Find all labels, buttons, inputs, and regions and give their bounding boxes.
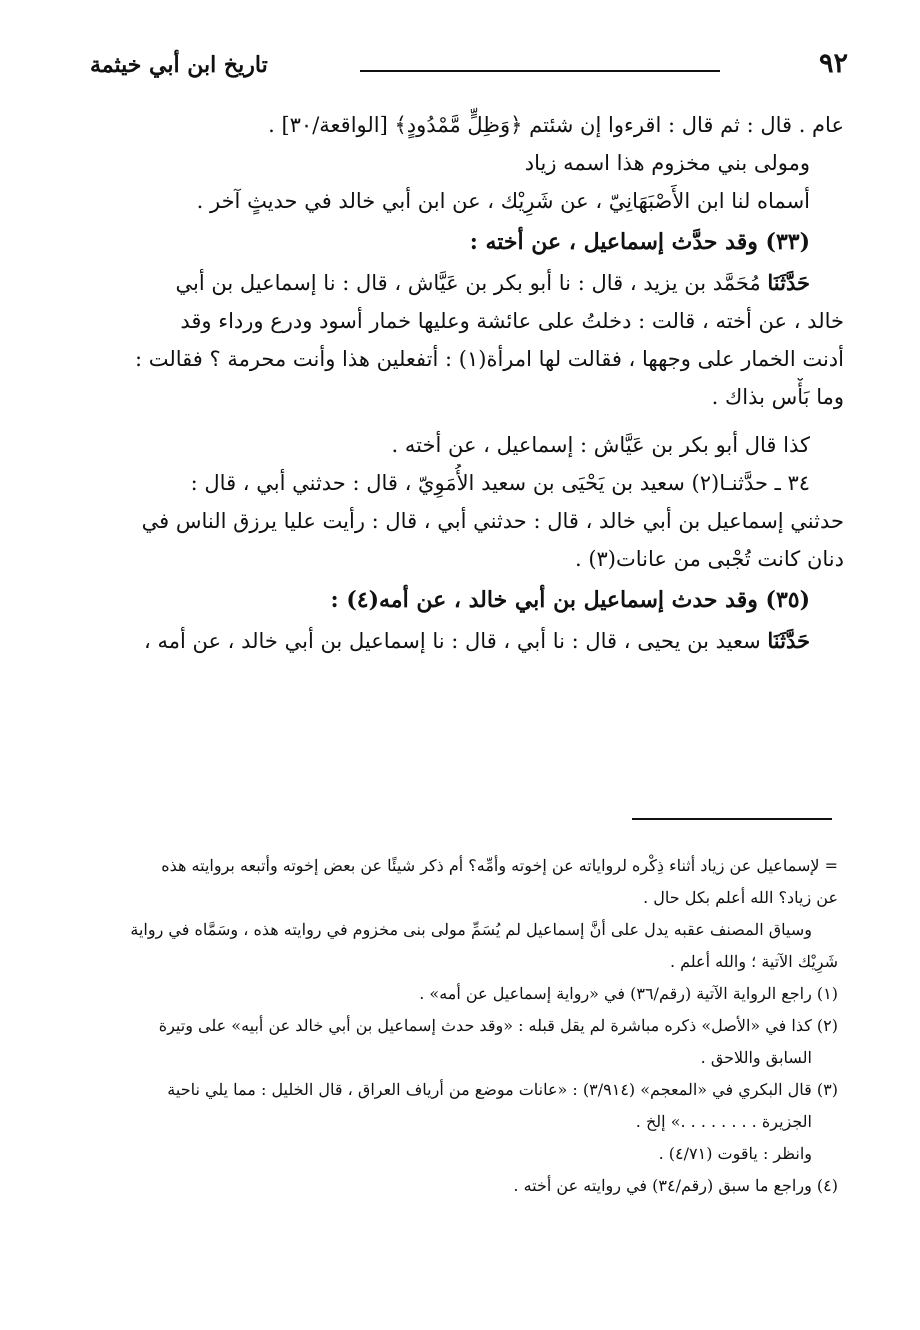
text-line [84, 264, 844, 302]
text-span: مُحَمَّد بن يزيد ، قال : نا أبو بكر بن عَيَّاش ، قال : نا إسماعيل بن أبي [175, 271, 768, 295]
hadith-opening: حَدَّثَنَا [767, 270, 810, 295]
text-line: خالد ، عن أخته ، قالت : دخلتُ على عائشة وعليها خمار أسود ودرع ورداء وقد [180, 309, 844, 333]
text-line: كذا قال أبو بكر بن عَيَّاش : إسماعيل ، عن أخته . [391, 433, 810, 457]
page-number: ٩٢ [818, 48, 848, 79]
text-line: عام . قال : ثم قال : اقرءوا إن شئتم ﴿وَظِلٍّ مَّمْدُودٍ﴾ [الواقعة/٣٠] . [268, 113, 844, 137]
main-text [84, 106, 844, 660]
text-line: دنان كانت تُجْبى من عانات(٣) . [574, 547, 844, 571]
header-rule [360, 70, 720, 72]
footnotes [90, 850, 838, 1202]
text-line: ٣٤ ـ حدَّثنـا(٢) سعيد بن يَحْيَى بن سعيد الأُمَوِيّ ، قال : حدثني أبي ، قال : [190, 471, 810, 495]
hadith-opening: حَدَّثَنَا [767, 628, 810, 653]
footnote-line: الجزيرة . . . . . . . .» إلخ . [635, 1112, 812, 1131]
footnote-separator [632, 818, 832, 820]
footnote-2: (٢) كذا في «الأصل» ذكره مباشرة لم يقل قبله : «وقد حدث إسماعيل بن أبي خالد عن أبيه» على وتيرة [158, 1016, 838, 1035]
footnote-line: السابق واللاحق . [700, 1048, 812, 1067]
footnote-line: = لإسماعيل عن زياد أثناء ذِكْره لرواياته عن إخوته وأمِّه؟ أم ذكر شيئًا عن بعض إخوته وأتبعه بروايته هذه [161, 856, 838, 875]
footnote-line: وسياق المصنف عقبه يدل على أنَّ إسماعيل لم يُسَمِّ مولى بنى مخزوم في روايته هذه ، وسَمَّاه في رواية [130, 920, 812, 939]
text-line [84, 622, 844, 660]
text-line: ومولى بني مخزوم هذا اسمه زياد [524, 151, 810, 175]
running-title: تاريخ ابن أبي خيثمة [90, 52, 268, 78]
section-heading-33: (٣٣) وقد حدَّث إسماعيل ، عن أخته : [469, 229, 810, 255]
text-line: وما بَأْس بذاك . [711, 385, 844, 409]
footnote-line: وانظر : ياقوت (٤/٧١) . [658, 1144, 812, 1163]
spacer [84, 416, 844, 426]
section-heading-35: (٣٥) وقد حدث إسماعيل بن أبي خالد ، عن أمه(٤) : [330, 587, 810, 613]
text-line: أسماه لنا ابن الأَصْبَهَانِيّ ، عن شَرِيْك ، عن ابن أبي خالد في حديثٍ آخر . [196, 189, 810, 213]
footnote-4: (٤) وراجع ما سبق (رقم/٣٤) في روايته عن أخته . [513, 1176, 838, 1195]
text-line: أدنت الخمار على وجهها ، فقالت لها امرأة(١) : أتفعلين هذا وأنت محرمة ؟ فقالت : [135, 347, 844, 371]
footnote-1: (١) راجع الرواية الآتية (رقم/٣٦) في «رواية إسماعيل عن أمه» . [419, 984, 838, 1003]
text-line: حدثني إسماعيل بن أبي خالد ، قال : حدثني أبي ، قال : رأيت عليا يرزق الناس في [141, 509, 844, 533]
text-span: سعيد بن يحيى ، قال : نا أبي ، قال : نا إسماعيل بن أبي خالد ، عن أمه ، [144, 629, 768, 653]
footnote-line: عن زياد؟ الله أعلم بكل حال . [643, 888, 838, 907]
page-header [90, 48, 850, 88]
footnote-3: (٣) قال البكري في «المعجم» (٣/٩١٤) : «عانات موضع من أرياف العراق ، قال الخليل : مما يلي ناحية [167, 1080, 838, 1099]
footnote-line: شَرِيْك الآتية ؛ والله أعلم . [669, 952, 838, 971]
